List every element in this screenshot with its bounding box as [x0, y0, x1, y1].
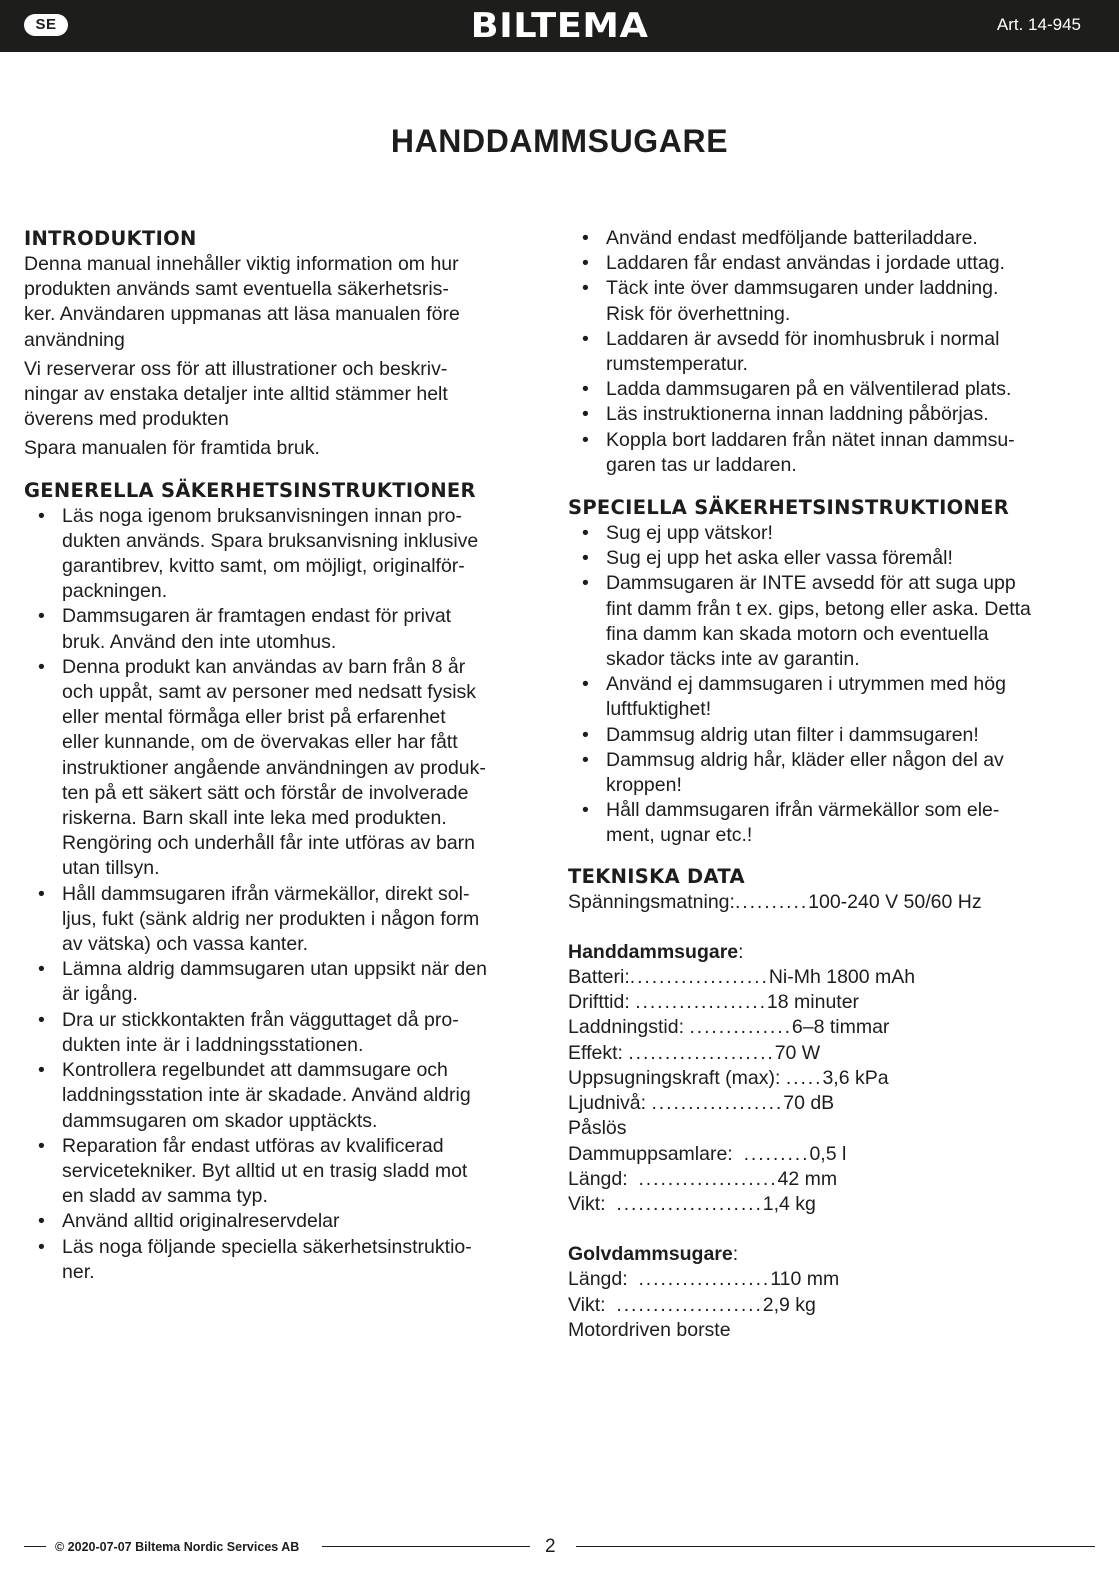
spec-row	[568, 1192, 1096, 1217]
text-line: eller kunnande, om de övervakas eller har fått	[62, 731, 458, 754]
text-line: garen tas ur laddaren.	[606, 453, 797, 476]
footer-rule-middle	[322, 1546, 530, 1547]
spec-leader: ....................	[628, 1041, 775, 1064]
text-line: servicetekniker. Byt alltid ut en trasig sladd mot	[62, 1159, 468, 1182]
spec-leader: ..................	[651, 1092, 784, 1115]
bullet-icon: •	[582, 522, 589, 545]
bullet-icon: •	[582, 799, 589, 822]
spec-row	[568, 1091, 1096, 1116]
text-line: ker. Användaren uppmanas att läsa manualen före	[24, 303, 460, 326]
spec-row	[568, 1041, 1096, 1066]
special-safety-heading: SPECIELLA SÄKERHETSINSTRUKTIONER	[568, 496, 1010, 520]
text-line: utan tillsyn.	[62, 857, 160, 880]
text-line: Lämna aldrig dammsugaren utan uppsikt när den	[62, 958, 487, 981]
list-item	[568, 798, 1096, 848]
text-line: instruktioner angående användningen av produk-	[62, 756, 486, 779]
text-line: Dammsugaren är framtagen endast för privat	[62, 605, 452, 628]
list-item	[24, 504, 540, 605]
page-footer	[0, 1533, 1119, 1561]
spec-label: Dammuppsamlare:	[568, 1142, 744, 1165]
bullet-icon: •	[38, 958, 45, 981]
list-item	[568, 748, 1096, 798]
list-item	[568, 571, 1096, 672]
spec-label: Laddningstid:	[568, 1016, 690, 1039]
spec-label: Batteri:	[568, 966, 630, 989]
document-title: HANDDAMMSUGARE	[390, 123, 729, 159]
left-column	[24, 226, 540, 1285]
list-item	[24, 1008, 540, 1058]
text-line: dukten inte är i laddningsstationen.	[62, 1033, 364, 1056]
spec-row	[568, 1267, 1096, 1292]
bullet-icon: •	[582, 547, 589, 570]
list-item	[24, 1058, 540, 1134]
bullet-icon: •	[38, 1210, 45, 1233]
floor-nozzle-heading: Golvdammsugare:	[568, 1243, 739, 1266]
brand-logo: BILTEMA	[470, 6, 649, 46]
spec-leader: ....................	[616, 1293, 763, 1316]
bullet-icon: •	[582, 327, 589, 350]
intro-heading: INTRODUKTION	[24, 227, 197, 250]
intro-paragraph	[24, 357, 540, 433]
intro-section	[24, 252, 540, 462]
spec-row	[568, 890, 1096, 915]
bullet-icon: •	[582, 428, 589, 451]
text-line: Laddaren får endast användas i jordade uttag.	[606, 252, 1005, 275]
hand-vacuum-specs	[568, 965, 1096, 1217]
text-line: Läs noga igenom bruksanvisningen innan pro-	[62, 504, 463, 527]
spec-value: 100-240 V 50/60 Hz	[808, 890, 982, 913]
text-line: Laddaren är avsedd för inomhusbruk i normal	[606, 327, 1000, 350]
text-line: Denna produkt kan användas av barn från 8 år	[62, 655, 466, 678]
spec-leader: ..................	[635, 991, 767, 1014]
footer-rule-right	[576, 1546, 1095, 1547]
text-line: Sug ej upp vätskor!	[606, 522, 773, 545]
spec-label: Motordriven borste	[568, 1318, 731, 1341]
text-line: Håll dammsugaren ifrån värmekällor som ele-	[606, 799, 1000, 822]
bullet-icon: •	[582, 403, 589, 426]
text-line: ner.	[62, 1260, 95, 1283]
bullet-icon: •	[582, 572, 589, 595]
text-line: användning	[24, 328, 125, 351]
spec-row	[568, 1116, 1096, 1141]
spec-value: 1,4 kg	[762, 1192, 816, 1215]
general-safety-heading: GENERELLA SÄKERHETSINSTRUKTIONER	[24, 478, 476, 502]
bullet-icon: •	[582, 378, 589, 401]
bullet-icon: •	[38, 1008, 45, 1031]
text-line: dukten används. Spara bruksanvisning inklusive	[62, 529, 479, 552]
spec-leader: ..........	[734, 890, 809, 913]
tech-power-section	[568, 890, 1096, 915]
text-line: Risk för överhettning.	[606, 302, 791, 325]
text-line: Läs instruktionerna innan laddning påbörjas.	[606, 403, 989, 426]
footer-rule-left	[24, 1546, 46, 1547]
floor-nozzle-specs	[568, 1267, 1096, 1343]
list-item	[24, 882, 540, 958]
general-safety-list	[24, 504, 540, 1285]
tech-data-heading: TEKNISKA DATA	[568, 864, 745, 888]
article-number: Art. 14-945	[996, 15, 1081, 34]
text-line: Håll dammsugaren ifrån värmekällor, direkt sol-	[62, 882, 470, 905]
list-item	[568, 546, 1096, 571]
spec-leader: ...................	[638, 1167, 778, 1190]
intro-paragraph	[24, 436, 540, 461]
text-line: riskerna. Barn skall inte leka med produkten.	[62, 807, 447, 830]
header-bar	[0, 0, 1119, 52]
text-line: ten på ett säkert sätt och förstår de involverade	[62, 781, 469, 804]
spec-label: Drifttid:	[568, 991, 636, 1014]
list-item	[24, 1134, 540, 1210]
text-line: Ladda dammsugaren på en välventilerad plats.	[606, 378, 1012, 401]
bullet-icon: •	[582, 673, 589, 696]
spec-value: 2,9 kg	[762, 1293, 816, 1316]
bullet-icon: •	[38, 655, 45, 678]
text-line: Använd endast medföljande batteriladdare.	[606, 227, 978, 249]
bullet-icon: •	[38, 882, 45, 905]
spec-leader: .....	[785, 1066, 823, 1089]
text-line: Använd ej dammsugaren i utrymmen med hög	[606, 673, 1006, 696]
spec-value: 0,5 l	[809, 1142, 847, 1165]
text-line: Dammsugaren är INTE avsedd för att suga upp	[606, 572, 1016, 595]
text-line: och uppåt, samt av personer med nedsatt fysisk	[62, 681, 477, 704]
text-line: Kontrollera regelbundet att dammsugare och	[62, 1059, 448, 1082]
text-line: Koppla bort laddaren från nätet innan dammsu-	[606, 428, 1015, 451]
spec-leader: ..............	[689, 1016, 792, 1039]
list-item	[24, 957, 540, 1007]
spec-row	[568, 965, 1096, 990]
text-line: rumstemperatur.	[606, 353, 748, 376]
spec-value: 3,6 kPa	[822, 1066, 889, 1089]
spec-row	[568, 1015, 1096, 1040]
charger-safety-list	[568, 226, 1096, 478]
list-item	[24, 604, 540, 654]
spec-label: Ljudnivå:	[568, 1092, 652, 1115]
text-line: ningar av enstaka detaljer inte alltid stämmer helt	[24, 383, 448, 406]
spec-label: Vikt:	[568, 1293, 617, 1316]
spec-label: Spänningsmatning:	[568, 890, 735, 913]
list-item	[568, 402, 1096, 427]
text-line: laddningsstation inte är skadade. Använd aldrig	[62, 1084, 471, 1107]
intro-paragraph	[24, 252, 540, 353]
copyright-text: © 2020-07-07 Biltema Nordic Services AB	[55, 1540, 300, 1554]
list-item	[568, 672, 1096, 722]
text-line: Dammsug aldrig hår, kläder eller någon del av	[606, 748, 1004, 771]
text-line: Reparation får endast utföras av kvalificerad	[62, 1134, 444, 1157]
page-number: 2	[545, 1536, 556, 1557]
text-line: Sug ej upp het aska eller vassa föremål!	[606, 547, 953, 570]
spec-value: 18 minuter	[766, 991, 860, 1014]
bullet-icon: •	[38, 1235, 45, 1258]
language-badge: SE	[24, 14, 68, 36]
text-line: produkten används samt eventuella säkerhetsris-	[24, 278, 449, 301]
spec-label: Uppsugningskraft (max):	[568, 1066, 786, 1089]
text-line: Dra ur stickkontakten från vägguttaget då pro-	[62, 1008, 459, 1031]
spec-value: 70 W	[774, 1041, 821, 1064]
spec-leader: ....................	[616, 1192, 763, 1215]
text-line: garantibrev, kvitto samt, om möjligt, originalför-	[62, 555, 465, 578]
list-item	[568, 377, 1096, 402]
list-item	[568, 276, 1096, 326]
spec-label: Längd:	[568, 1268, 639, 1291]
text-line: Läs noga följande speciella säkerhetsinstruktio-	[62, 1235, 472, 1258]
special-safety-list	[568, 521, 1096, 849]
list-item	[24, 1209, 540, 1234]
spec-label: Effekt:	[568, 1041, 629, 1064]
spec-value: 110 mm	[770, 1268, 840, 1291]
bullet-icon: •	[582, 252, 589, 275]
text-line: Täck inte över dammsugaren under laddning.	[606, 277, 999, 300]
spec-row	[568, 1142, 1096, 1167]
bullet-icon: •	[38, 1059, 45, 1082]
text-line: Dammsug aldrig utan filter i dammsugaren!	[606, 723, 979, 746]
text-line: fina damm kan skada motorn och eventuella	[606, 622, 989, 645]
spec-row	[568, 1293, 1096, 1318]
list-item	[568, 428, 1096, 478]
spec-row	[568, 1318, 1096, 1343]
spec-value: Ni-Mh 1800 mAh	[768, 966, 916, 989]
text-line: ljus, fukt (sänk aldrig ner produkten i någon form	[62, 907, 480, 930]
spec-leader: ..................	[638, 1268, 771, 1291]
spec-leader: .........	[743, 1142, 810, 1165]
spec-row	[568, 1066, 1096, 1091]
text-line: Denna manual innehåller viktig information om hur	[24, 253, 459, 275]
spec-value: 6–8 timmar	[791, 1016, 890, 1039]
bullet-icon: •	[582, 277, 589, 300]
text-line: Rengöring och underhåll får inte utföras av barn	[62, 832, 476, 855]
bullet-icon: •	[582, 723, 589, 746]
text-line: kroppen!	[606, 774, 682, 797]
list-item	[568, 226, 1096, 251]
bullet-icon: •	[38, 1134, 45, 1157]
spec-label: Påslös	[568, 1117, 627, 1140]
text-line: bruk. Använd den inte utomhus.	[62, 630, 337, 653]
list-item	[568, 521, 1096, 546]
text-line: en sladd av samma typ.	[62, 1185, 268, 1208]
list-item	[568, 723, 1096, 748]
text-line: dammsugaren om skador upptäckts.	[62, 1109, 378, 1132]
spec-value: 42 mm	[777, 1167, 838, 1190]
text-line: packningen.	[62, 580, 168, 603]
list-item	[568, 251, 1096, 276]
spec-value: 70 dB	[783, 1092, 835, 1115]
spec-leader: ...................	[629, 966, 769, 989]
text-line: skador täcks inte av garantin.	[606, 648, 860, 671]
text-line: Spara manualen för framtida bruk.	[24, 437, 320, 460]
list-item	[24, 655, 540, 882]
bullet-icon: •	[38, 605, 45, 628]
text-line: luftfuktighet!	[606, 698, 712, 721]
text-line: fint damm från t ex. gips, betong eller aska. Detta	[606, 597, 1031, 620]
text-line: ment, ugnar etc.!	[606, 824, 753, 847]
text-line: av vätska) och vassa kanter.	[62, 933, 309, 956]
text-line: Använd alltid originalreservdelar	[62, 1210, 340, 1233]
list-item	[24, 1235, 540, 1285]
spec-label: Vikt:	[568, 1192, 617, 1215]
text-line: är igång.	[62, 983, 138, 1006]
text-line: eller mental förmåga eller brist på erfarenhet	[62, 706, 446, 729]
text-line: Vi reserverar oss för att illustrationer och beskriv-	[24, 357, 448, 380]
list-item	[568, 327, 1096, 377]
text-line: överens med produkten	[24, 408, 229, 431]
bullet-icon: •	[582, 227, 589, 249]
spec-row	[568, 1167, 1096, 1192]
bullet-icon: •	[582, 748, 589, 771]
spec-label: Längd:	[568, 1167, 639, 1190]
bullet-icon: •	[38, 504, 45, 527]
hand-vacuum-heading: Handdammsugare:	[568, 940, 744, 963]
spec-row	[568, 990, 1096, 1015]
right-column	[568, 226, 1096, 1343]
